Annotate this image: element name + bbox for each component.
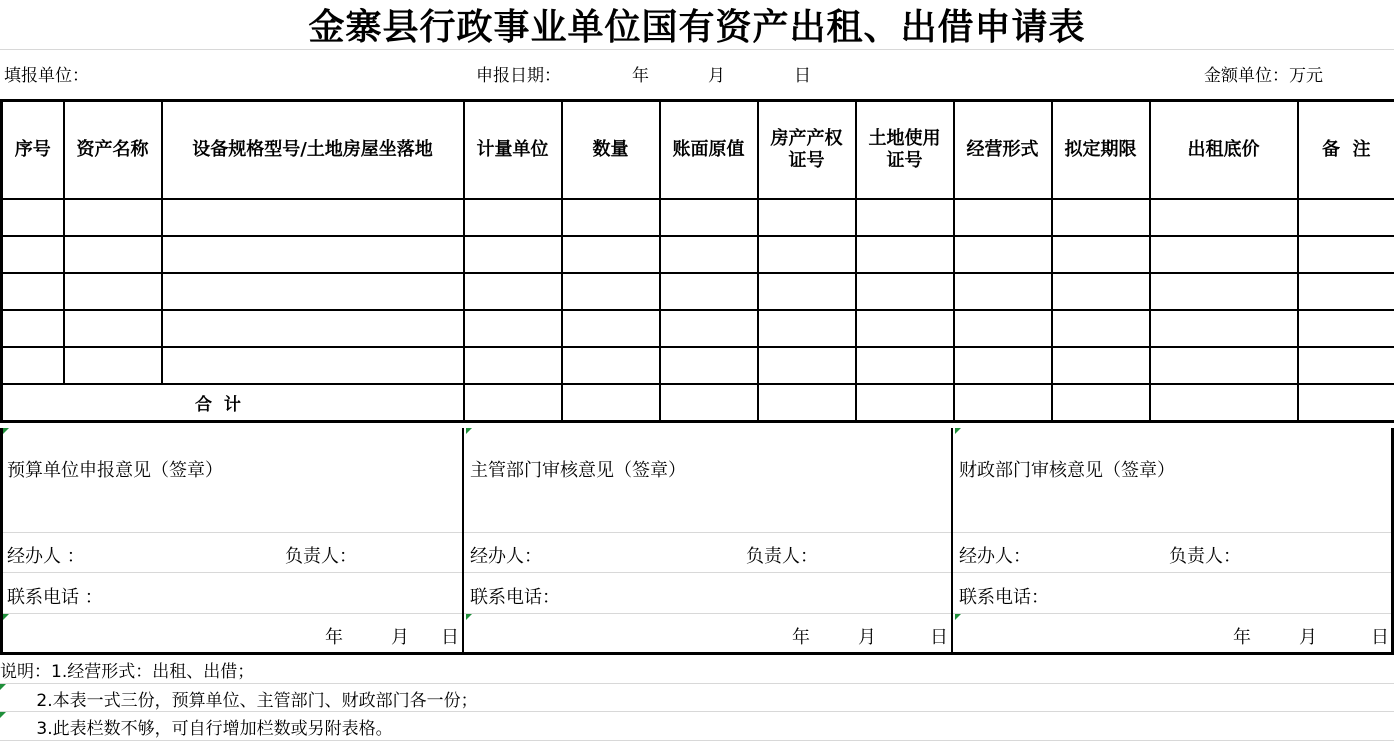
cell-gridline [953,613,1391,614]
table-cell[interactable] [1150,236,1298,273]
header-cell: 房产产权证号 [758,101,856,200]
table-cell[interactable] [1298,199,1394,236]
cell-gridline [464,572,951,573]
total-label: 合 计 [2,384,464,422]
table-cell[interactable] [162,199,464,236]
supervisor-opinion-block[interactable] [464,428,953,652]
table-cell[interactable] [1298,347,1394,384]
table-cell[interactable] [464,199,562,236]
table-cell[interactable] [856,347,954,384]
cell-comment-marker [955,614,961,620]
table-cell[interactable] [64,310,162,347]
total-cell[interactable] [1052,384,1150,422]
date-year: 年 [325,627,343,648]
table-row [2,199,1394,236]
cell-comment-marker [3,614,9,620]
responsible-label: 负责人： [746,546,818,567]
header-cell: 资产名称 [64,101,162,200]
table-cell[interactable] [464,273,562,310]
table-cell[interactable] [2,347,64,384]
table-cell[interactable] [660,236,758,273]
table-cell[interactable] [758,273,856,310]
table-cell[interactable] [162,347,464,384]
table-cell[interactable] [1150,347,1298,384]
cell-gridline [3,572,462,573]
amount-unit-label: 金额单位：万元 [1204,66,1323,86]
total-cell[interactable] [954,384,1052,422]
table-cell[interactable] [562,310,660,347]
table-row [2,236,1394,273]
table-cell[interactable] [954,310,1052,347]
table-cell[interactable] [954,347,1052,384]
table-cell[interactable] [162,273,464,310]
sheet-gridline [0,683,1394,684]
table-cell[interactable] [660,273,758,310]
total-cell[interactable] [1150,384,1298,422]
report-date-year: 年 [632,66,649,86]
table-cell[interactable] [464,236,562,273]
cell-gridline [464,613,951,614]
table-cell[interactable] [64,236,162,273]
table-cell[interactable] [1052,236,1150,273]
table-cell[interactable] [954,199,1052,236]
cell-comment-marker [466,614,472,620]
table-cell[interactable] [856,236,954,273]
table-cell[interactable] [464,310,562,347]
total-cell[interactable] [464,384,562,422]
table-cell[interactable] [856,199,954,236]
report-date-day: 日 [794,66,811,86]
table-cell[interactable] [562,347,660,384]
note-line-1: 说明：1.经营形式：出租、出借； [0,662,255,682]
table-cell[interactable] [1052,347,1150,384]
handler-label: 经办人 ： [7,546,85,567]
total-cell[interactable] [856,384,954,422]
fill-unit-label: 填报单位： [4,66,89,86]
header-cell: 备 注 [1298,101,1394,200]
table-cell[interactable] [856,273,954,310]
cell-gridline [464,532,951,533]
table-row [2,273,1394,310]
total-cell[interactable] [562,384,660,422]
table-cell[interactable] [660,199,758,236]
header-cell: 出租底价 [1150,101,1298,200]
header-cell: 序号 [2,101,64,200]
handler-label: 经办人： [959,546,1031,567]
table-cell[interactable] [1052,199,1150,236]
table-cell[interactable] [2,310,64,347]
table-cell[interactable] [1150,310,1298,347]
note-line-3: 3.此表栏数不够，可自行增加栏数或另附表格。 [4,719,393,739]
table-row [2,347,1394,384]
cell-gridline [3,532,462,533]
table-cell[interactable] [954,236,1052,273]
header-cell: 经营形式 [954,101,1052,200]
date-month: 月 [858,627,876,648]
header-cell: 账面原值 [660,101,758,200]
finance-opinion-block[interactable] [953,428,1391,652]
asset-table [0,99,1394,423]
table-cell[interactable] [660,347,758,384]
table-cell[interactable] [758,236,856,273]
table-cell[interactable] [1150,273,1298,310]
table-cell[interactable] [64,347,162,384]
opinion-title: 主管部门审核意见（签章） [470,460,686,481]
header-cell: 计量单位 [464,101,562,200]
cell-gridline [953,532,1391,533]
table-cell[interactable] [2,273,64,310]
table-cell[interactable] [2,199,64,236]
date-day: 日 [441,627,459,648]
form-title: 金寨县行政事业单位国有资产出租、出借申请表 [308,6,1086,48]
table-cell[interactable] [758,347,856,384]
report-date-month: 月 [708,66,725,86]
total-row [2,384,1394,422]
sheet-gridline [0,711,1394,712]
header-cell: 拟定期限 [1052,101,1150,200]
table-cell[interactable] [562,273,660,310]
responsible-label: 负责人： [285,546,357,567]
table-cell[interactable] [954,273,1052,310]
table-cell[interactable] [1150,199,1298,236]
header-cell: 土地使用证号 [856,101,954,200]
date-month: 月 [1299,627,1317,648]
cell-gridline [953,572,1391,573]
table-row [2,310,1394,347]
total-cell[interactable] [660,384,758,422]
table-cell[interactable] [64,199,162,236]
table-cell[interactable] [2,236,64,273]
date-day: 日 [1371,627,1389,648]
cell-comment-marker [3,428,9,434]
budget-unit-opinion-block[interactable] [3,428,464,652]
responsible-label: 负责人： [1169,546,1241,567]
table-cell[interactable] [162,236,464,273]
approval-section [0,428,1394,655]
table-cell[interactable] [1298,310,1394,347]
phone-label: 联系电话： [959,587,1049,608]
header-cell: 数量 [562,101,660,200]
table-cell[interactable] [464,347,562,384]
cell-gridline [3,613,462,614]
opinion-title: 预算单位申报意见（签章） [7,460,223,481]
opinion-title: 财政部门审核意见（签章） [959,460,1175,481]
table-cell[interactable] [1052,273,1150,310]
date-month: 月 [391,627,409,648]
table-cell[interactable] [1298,236,1394,273]
table-cell[interactable] [660,310,758,347]
date-year: 年 [1233,627,1251,648]
note-line-2: 2.本表一式三份，预算单位、主管部门、财政部门各一份； [4,691,478,711]
total-cell[interactable] [758,384,856,422]
cell-comment-marker [955,428,961,434]
table-cell[interactable] [562,236,660,273]
phone-label: 联系电话： [470,587,560,608]
total-cell[interactable] [1298,384,1394,422]
report-date-label: 申报日期： [476,66,561,86]
table-cell[interactable] [758,199,856,236]
table-header-row [2,101,1394,200]
table-cell[interactable] [856,310,954,347]
table-cell[interactable] [1298,273,1394,310]
table-cell[interactable] [64,273,162,310]
phone-label: 联系电话 ： [7,587,103,608]
cell-comment-marker [466,428,472,434]
handler-label: 经办人： [470,546,542,567]
date-year: 年 [792,627,810,648]
table-cell[interactable] [562,199,660,236]
table-cell[interactable] [162,310,464,347]
table-cell[interactable] [1052,310,1150,347]
header-cell: 设备规格型号/土地房屋坐落地 [162,101,464,200]
date-day: 日 [930,627,948,648]
table-cell[interactable] [758,310,856,347]
